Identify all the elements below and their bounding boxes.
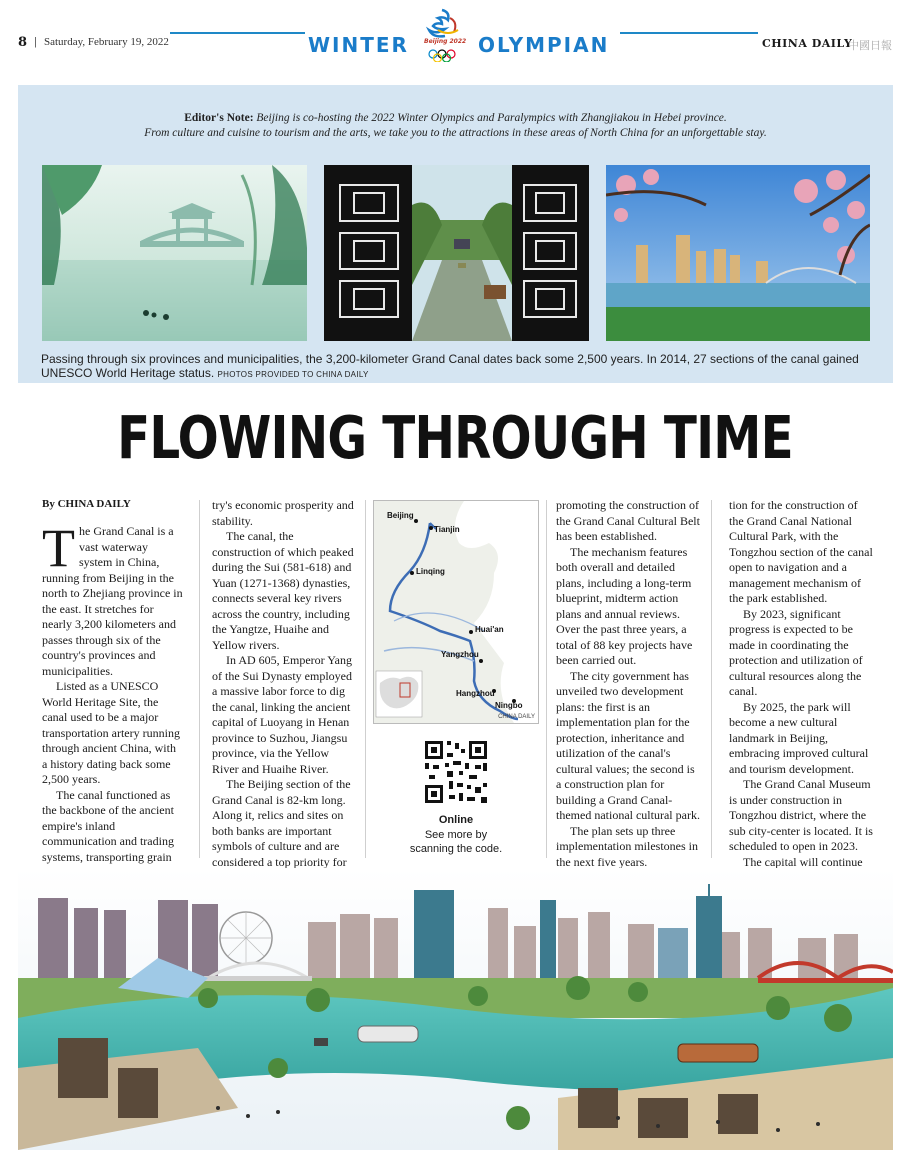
header-separator: |: [34, 36, 37, 48]
article-paragraph: Listed as a UNESCO World Heritage Site, the canal used to be a major transportation artery running through ancient China, with a history dating back some 2,500 years.: [42, 679, 180, 786]
page-header: [0, 0, 910, 70]
map-label-hangzhou: Hangzhou: [456, 689, 495, 698]
photo-credit: PHOTOS PROVIDED TO CHINA DAILY: [217, 370, 369, 379]
grand-canal-map: [373, 500, 539, 724]
article-paragraph: By 2023, significant progress is expected to be made in coordinating the protection and utilization of cultural resources along the canal.: [729, 606, 863, 698]
section-title-winter: WINTER: [308, 33, 409, 57]
article-paragraph: The Grand Canal Museum is under construction in Tongzhou district, where the sub city-center is located. It is scheduled to open in 2023.: [729, 777, 873, 853]
map-label-beijing: Beijing: [387, 511, 414, 520]
column-divider: [199, 500, 200, 858]
drop-cap: T: [42, 518, 75, 578]
column-divider: [546, 500, 547, 858]
map-label-tianjin: Tianjin: [434, 525, 460, 534]
article-paragraph: In AD 605, Emperor Yang of the Sui Dynasty employed a massive labor force to dig the canal, linking the ancient capital of Luoyang in Henan province to Suzhou, Jiangsu province, via the Yellow River and Huaihe River.: [212, 653, 352, 776]
map-label-ningbo: Ningbo: [495, 701, 523, 710]
article-paragraph: The Grand Canal is a vast waterway system in China, running from Beijing in the north to Zhejiang province in the east. It stretches for nearly 3,200 kilometers and passes through six of the country's provinces and municipalities.: [42, 518, 183, 678]
photo-caption: [41, 352, 881, 382]
page-number: 8: [18, 35, 28, 50]
article-paragraph: The capital will continue: [743, 854, 863, 869]
photo-window-canal-view: [324, 165, 589, 341]
article-paragraph: The plan sets up three implementation milestones in the next five years.: [556, 823, 698, 869]
qr-code[interactable]: [419, 735, 493, 809]
article-column-2: [212, 498, 354, 917]
photo-caption-text: Passing through six provinces and municipalities, the 3,200-kilometer Grand Canal dates back some 2,500 years. In 2014, 27 sections of the canal gained UNESCO World Heritage status.: [41, 352, 859, 380]
editors-note-label: Editor's Note:: [184, 112, 254, 124]
online-subtitle: See more by scanning the code.: [409, 829, 503, 855]
byline: By CHINA DAILY: [42, 498, 131, 510]
map-label-linqing: Linqing: [416, 567, 445, 576]
article-paragraph: tion for the construction of the Grand Canal National Cultural Park, with the Tongzhou section of the canal open to navigation and a management mechanism of the park established.: [729, 498, 873, 605]
map-label-yangzhou: Yangzhou: [441, 650, 479, 659]
online-title: Online: [438, 814, 474, 826]
article-paragraph: try's economic prosperity and stability.: [212, 498, 354, 528]
article-column-4: [729, 498, 873, 917]
article-paragraph: The canal, the construction of which peaked during the Sui (581-618) and Yuan (1271-1368) dynasties, connects several key rivers across the country, including the Yangtze, Huaihe and Yellow rivers.: [212, 529, 354, 652]
map-credit: CHINA DAILY: [498, 714, 535, 720]
publication-name: CHINA DAILY: [762, 37, 853, 50]
article-paragraph: The Beijing section of the Grand Canal is 82-km long. Along it, relics and sites on both banks are important symbols of culture and are considered a top priority for: [212, 777, 351, 869]
emblem-wordmark: Beijing 2022: [424, 38, 467, 45]
article-paragraph: The mechanism features both overall and detailed plans, including a long-term blueprint, midterm action plans and annual reviews. Over the past three years, a total of 88 key projects have been carried out.: [556, 544, 693, 667]
article-paragraph: The city government has unveiled two development plans: the first is an implementation plan for the protection, inheritance and utilization of the canal's cultural values; the second is a construction plan for building a Grand Canal-themed national cultural park.: [556, 668, 700, 822]
photo-city-blossoms: [606, 165, 870, 341]
page-headline: FLOWING THROUGH TIME: [117, 403, 793, 472]
canal-city-illustration: [18, 868, 893, 1150]
map-label-huaian: Huai'an: [475, 625, 504, 634]
issue-date: Saturday, February 19, 2022: [44, 36, 169, 48]
article-paragraph: By 2025, the park will become a new cultural landmark in Beijing, embracing improved cultural and tourism development.: [729, 699, 869, 776]
article-paragraph: promoting the construction of the Grand Canal Cultural Belt has been established.: [556, 498, 700, 543]
editors-note-line-1: Beijing is co-hosting the 2022 Winter Olympics and Paralympics with Zhangjiakou in Hebei province.: [256, 112, 727, 124]
article-column-1: [42, 498, 184, 927]
editors-note: [18, 111, 893, 141]
article-column-3: [556, 498, 700, 901]
beijing-2022-emblem-icon: [420, 6, 470, 62]
column-divider: [711, 500, 712, 858]
column-divider: [365, 500, 366, 858]
editors-note-line-2: From culture and cuisine to tourism and the arts, we take you to the attractions in these areas of North China for an unforgettable stay.: [144, 127, 767, 139]
editors-note-panel: [18, 85, 893, 383]
article-paragraph: The canal functioned as the backbone of the ancient empire's inland communication and trading systems, transporting grain: [42, 787, 174, 864]
header-rule-right: [620, 32, 758, 34]
photo-misty-bridge: [42, 165, 307, 341]
publication-name-chinese: 中國日報: [848, 39, 892, 52]
header-rule-left: [170, 32, 305, 34]
section-title-olympian: OLYMPIAN: [478, 33, 610, 57]
